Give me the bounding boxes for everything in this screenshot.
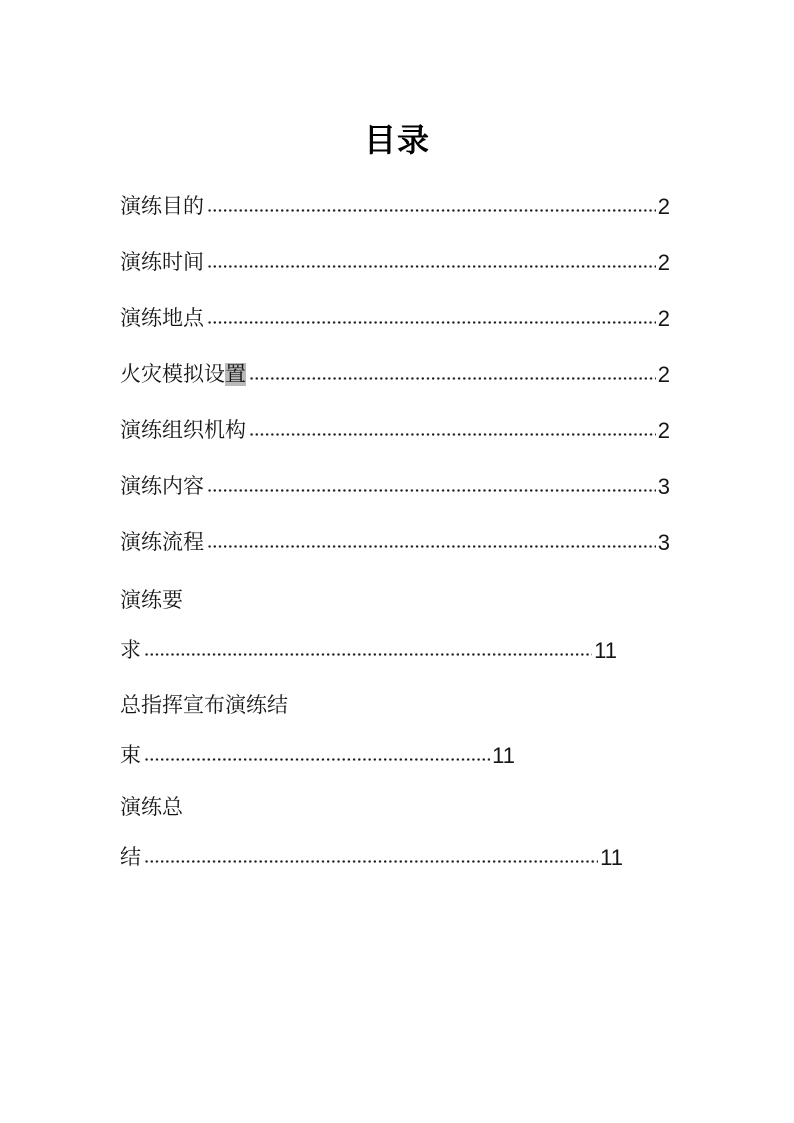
- toc-page-number: 3: [657, 474, 670, 499]
- dot-leader: [207, 291, 656, 347]
- toc-entry-label: 演练地点: [120, 307, 204, 330]
- dot-leader: [249, 347, 656, 403]
- dot-leader: [207, 235, 656, 291]
- toc-entry-label: 演练内容: [120, 475, 204, 498]
- toc-page-number: 2: [657, 194, 670, 219]
- toc-entry-line1: 演练总: [120, 796, 183, 819]
- toc-page-number: 11: [492, 743, 515, 768]
- toc-entry-line2: [120, 626, 617, 676]
- dot-leader: [207, 179, 656, 235]
- toc-entry[interactable]: [120, 291, 670, 347]
- toc-page-number: 2: [657, 418, 670, 443]
- toc-entry-label: 演练组织机构: [120, 419, 246, 442]
- dot-leader: [249, 403, 656, 459]
- toc-page-number: 11: [594, 638, 617, 663]
- toc-page-number: 2: [657, 306, 670, 331]
- toc-entry[interactable]: [120, 403, 670, 459]
- table-of-contents: [120, 179, 670, 883]
- toc-entry-label: [120, 361, 246, 389]
- toc-entry-label: 束: [120, 744, 141, 767]
- toc-page-number: 2: [657, 250, 670, 275]
- toc-entry-line2: [120, 833, 623, 883]
- dot-leader: [144, 731, 490, 781]
- toc-entry[interactable]: [120, 783, 670, 883]
- page-title: 目录: [363, 122, 430, 158]
- toc-entry-label-main: 火灾模拟设: [120, 363, 225, 386]
- toc-entry-label: 演练目的: [120, 195, 204, 218]
- toc-entry-label: 求: [120, 639, 141, 662]
- dot-leader: [207, 459, 656, 515]
- dot-leader: [207, 515, 656, 571]
- toc-page-number: 3: [657, 530, 670, 555]
- toc-entry[interactable]: [120, 179, 670, 235]
- dot-leader: [144, 833, 598, 883]
- toc-page-number: 2: [657, 362, 670, 387]
- toc-entry[interactable]: [120, 576, 670, 676]
- toc-entry[interactable]: [120, 235, 670, 291]
- toc-entry-label: 演练流程: [120, 531, 204, 554]
- toc-entry-line1: 演练要: [120, 589, 183, 612]
- toc-entry[interactable]: [120, 347, 670, 403]
- dot-leader: [144, 626, 592, 676]
- toc-entry-label-shaded-char: 置: [225, 363, 246, 386]
- toc-entry[interactable]: [120, 459, 670, 515]
- toc-entry[interactable]: [120, 681, 670, 781]
- toc-page-number: 11: [600, 845, 623, 870]
- toc-entry-line2: [120, 731, 515, 781]
- toc-entry-line1: 总指挥宣布演练结: [120, 694, 288, 717]
- toc-entry-label: 结: [120, 846, 141, 869]
- toc-entry[interactable]: [120, 515, 670, 571]
- toc-entry-label: 演练时间: [120, 251, 204, 274]
